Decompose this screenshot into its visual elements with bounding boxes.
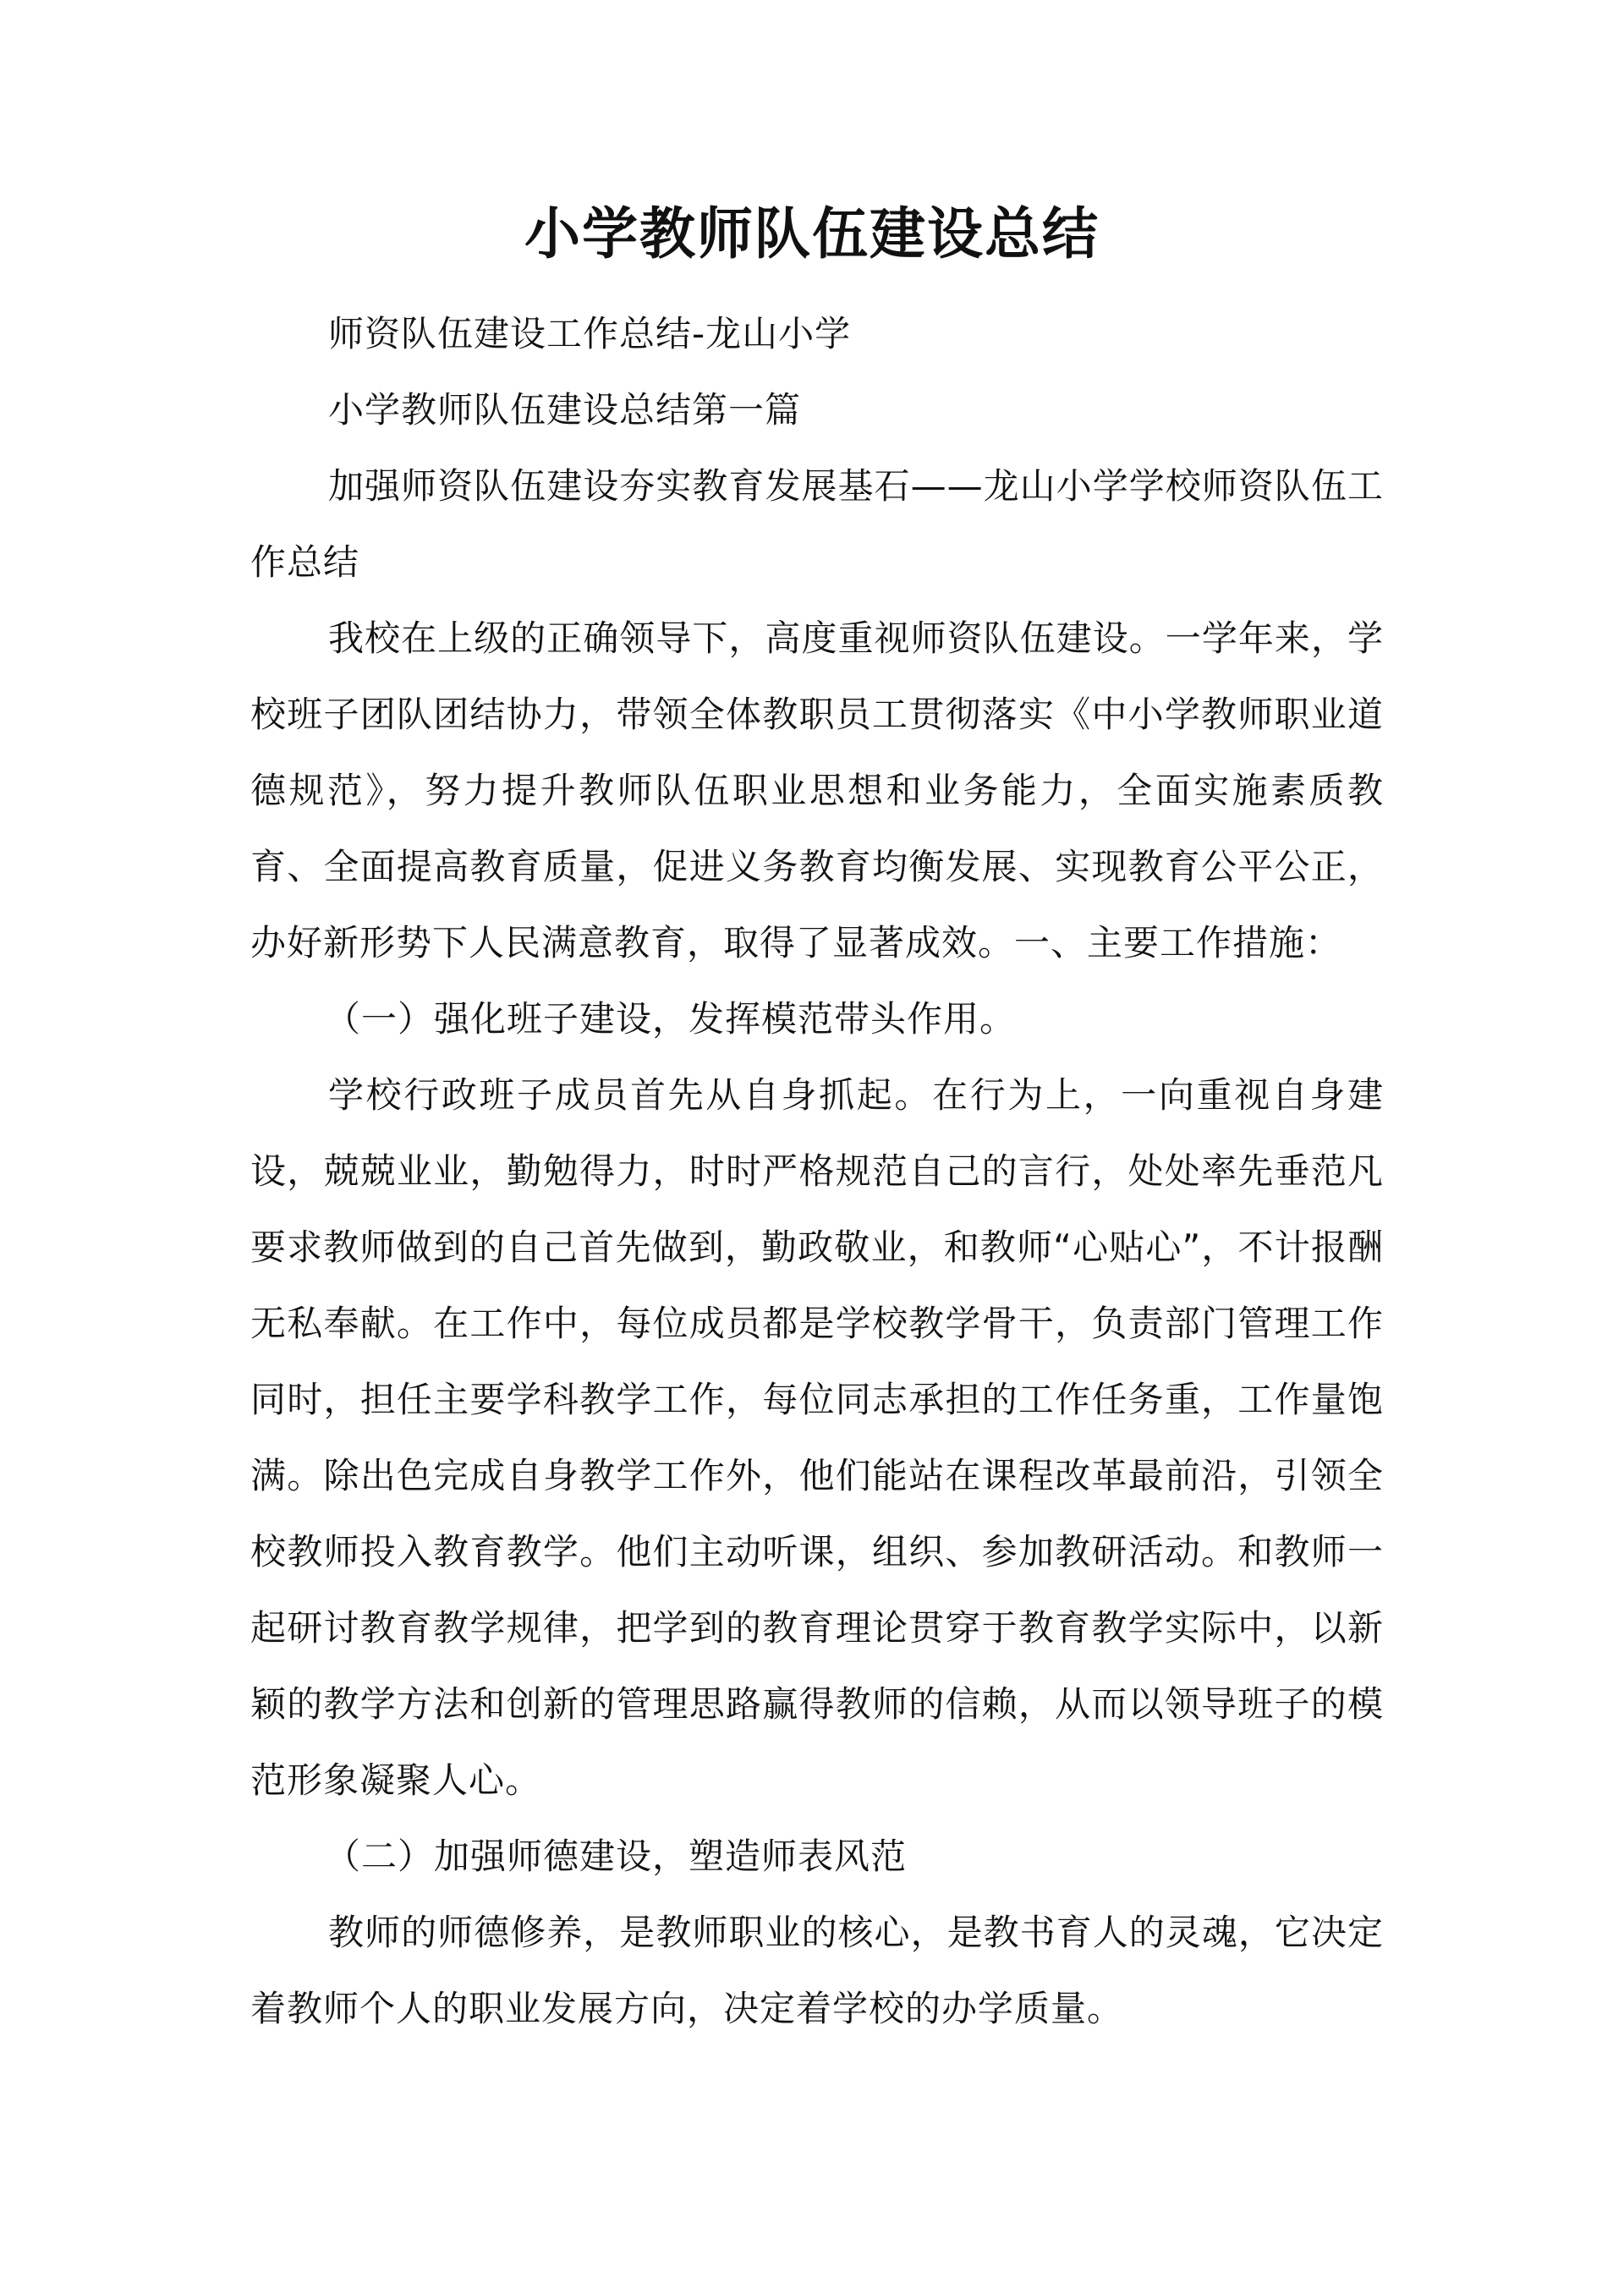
- subtitle-line: 师资队伍建设工作总结-龙山小学: [328, 313, 852, 354]
- section-heading: 小学教师队伍建设总结第一篇: [328, 389, 802, 431]
- report-heading: 加强师资队伍建设夯实教育发展基石——龙山小学学校师资队伍工作总结: [250, 465, 1384, 583]
- subsection-heading: （一）强化班子建设，发挥模范带头作用。: [325, 998, 1017, 1040]
- body-paragraph: 我校在上级的正确领导下，高度重视师资队伍建设。一学年来，学校班子团队团结协力，带领全体教职员工贯彻落实《中小学教师职业道德规范》，努力提升教师队伍职业思想和业务能力，全面实施素质教育、全面提高教育质量，促进义务教育均衡发展、实现教育公平公正，办好新形势下人民满意教育，取得了显著成效。一、主要工作措施：: [250, 617, 1384, 963]
- document-body: [250, 296, 1384, 2047]
- body-paragraph: 教师的师德修养，是教师职业的核心，是教书育人的灵魂，它决定着教师个人的职业发展方向，决定着学校的办学质量。: [250, 1912, 1384, 2029]
- document-title: 小学教师队伍建设总结: [524, 200, 1100, 266]
- subsection-heading: （二）加强师德建设，塑造师表风范: [325, 1836, 908, 1877]
- body-paragraph: 学校行政班子成员首先从自身抓起。在行为上，一向重视自身建设，兢兢业业，勤勉得力，时时严格规范自己的言行，处处率先垂范凡要求教师做到的自己首先做到，勤政敬业，和教师“心贴心”，不计报酬无私奉献。在工作中，每位成员都是学校教学骨干，负责部门管理工作同时，担任主要学科教学工作，每位同志承担的工作任务重，工作量饱满。除出色完成自身教学工作外，他们能站在课程改革最前沿，引领全校教师投入教育教学。他们主动听课，组织、参加教研活动。和教师一起研讨教育教学规律，把学到的教育理论贯穿于教育教学实际中，以新颖的教学方法和创新的管理思路赢得教师的信赖，从而以领导班子的模范形象凝聚人心。: [250, 1074, 1384, 1801]
